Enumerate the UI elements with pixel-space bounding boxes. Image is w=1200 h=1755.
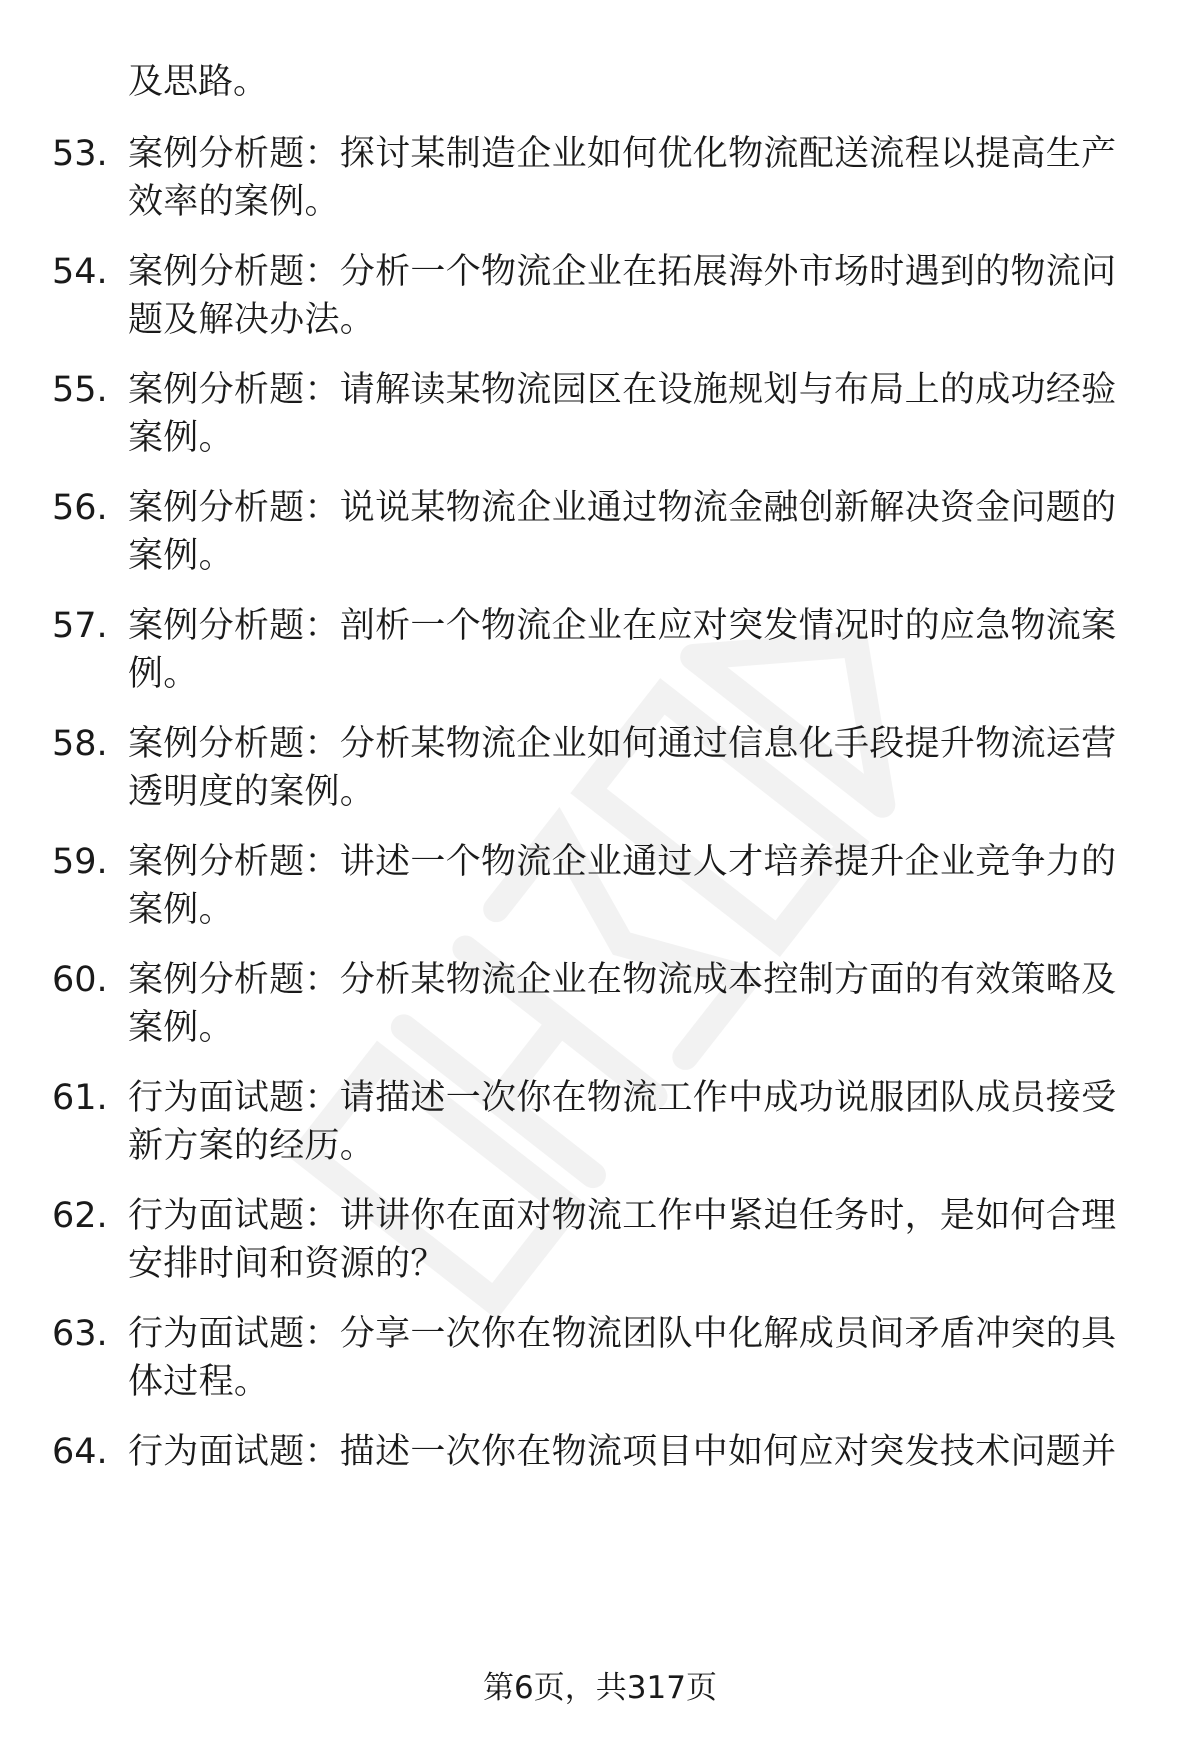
question-text: 行为面试题：请描述一次你在物流工作中成功说服团队成员接受新方案的经历。 — [128, 1078, 1117, 1166]
question-text: 案例分析题：讲述一个物流企业通过人才培养提升企业竞争力的案例。 — [128, 842, 1117, 930]
question-text: 案例分析题：分析一个物流企业在拓展海外市场时遇到的物流问题及解决办法。 — [128, 252, 1117, 340]
question-number: 59. — [52, 842, 108, 882]
question-text: 行为面试题：讲讲你在面对物流工作中紧迫任务时，是如何合理安排时间和资源的？ — [128, 1196, 1117, 1284]
question-number: 54. — [52, 252, 108, 292]
question-text: 案例分析题：剖析一个物流企业在应对突发情况时的应急物流案例。 — [128, 606, 1117, 694]
question-number: 57. — [52, 606, 108, 646]
question-number: 55. — [52, 370, 108, 410]
question-number: 63. — [52, 1314, 108, 1354]
question-text: 行为面试题：分享一次你在物流团队中化解成员间矛盾冲突的具体过程。 — [128, 1314, 1117, 1402]
question-text: 案例分析题：分析某物流企业在物流成本控制方面的有效策略及案例。 — [128, 960, 1117, 1048]
question-number: 60. — [52, 960, 108, 1000]
question-number: 56. — [52, 488, 108, 528]
question-text: 案例分析题：探讨某制造企业如何优化物流配送流程以提高生产效率的案例。 — [128, 134, 1117, 222]
question-text: 案例分析题：分析某物流企业如何通过信息化手段提升物流运营透明度的案例。 — [128, 724, 1117, 812]
question-number: 61. — [52, 1078, 108, 1118]
question-text: 案例分析题：说说某物流企业通过物流金融创新解决资金问题的案例。 — [128, 488, 1117, 576]
continuation-text: 及思路。 — [128, 62, 269, 102]
question-number: 64. — [52, 1432, 108, 1472]
page-footer: 第6页，共317页 — [483, 1670, 717, 1706]
question-number: 62. — [52, 1196, 108, 1236]
question-text: 行为面试题：描述一次你在物流项目中如何应对突发技术问题并 — [128, 1432, 1117, 1472]
question-text: 案例分析题：请解读某物流园区在设施规划与布局上的成功经验案例。 — [128, 370, 1117, 458]
question-number: 58. — [52, 724, 108, 764]
question-number: 53. — [52, 134, 108, 174]
